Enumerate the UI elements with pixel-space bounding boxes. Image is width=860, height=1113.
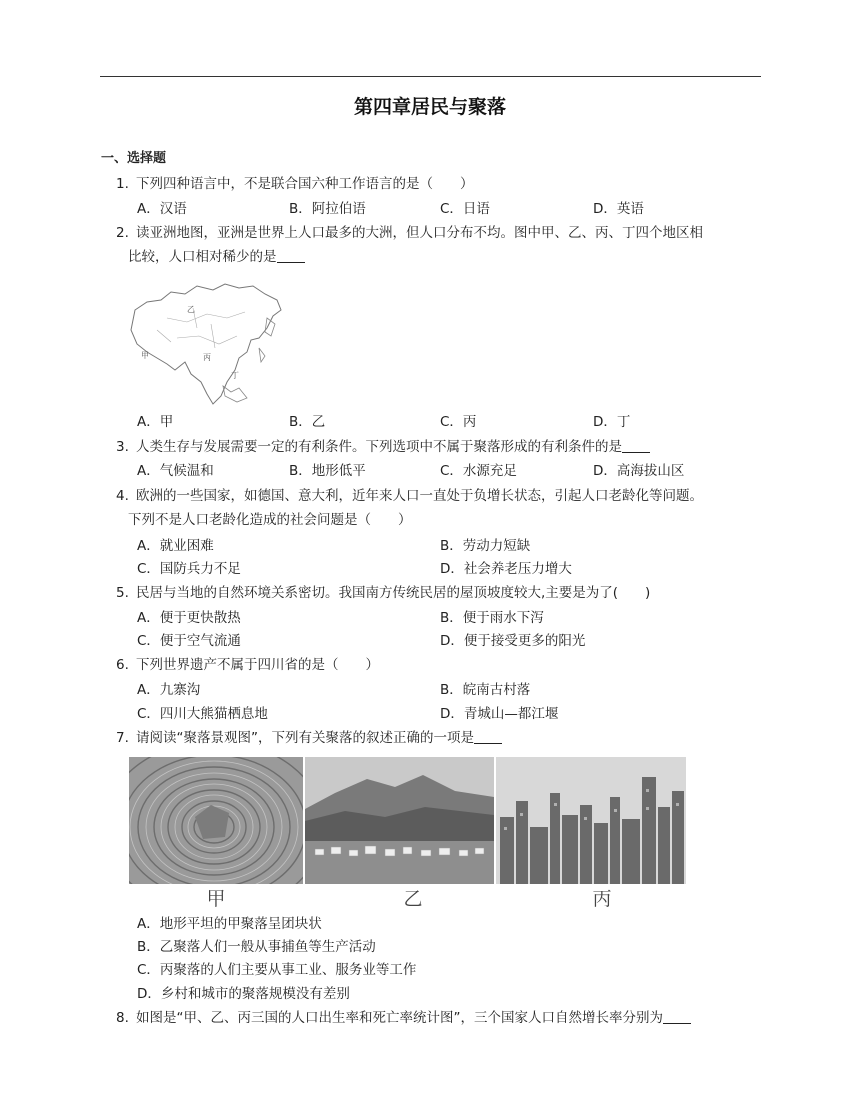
question-6: 6. 下列世界遗产不属于四川省的是（ ） bbox=[116, 657, 379, 673]
question-4-line2: 下列不是人口老龄化造成的社会问题是（ ） bbox=[128, 512, 412, 528]
q1-option-d[interactable]: D．英语 bbox=[593, 201, 644, 217]
q2-option-a[interactable]: A．甲 bbox=[137, 414, 174, 430]
caption-yi: 乙 bbox=[403, 888, 423, 910]
q2-option-b[interactable]: B．乙 bbox=[289, 414, 326, 430]
caption-jia: 甲 bbox=[206, 888, 226, 910]
q4-option-b[interactable]: B．劳动力短缺 bbox=[440, 538, 531, 554]
q1-option-a[interactable]: A．汉语 bbox=[137, 201, 187, 217]
q5-option-b[interactable]: B．便于雨水下泻 bbox=[440, 610, 544, 626]
section-heading: 一、选择题 bbox=[101, 151, 167, 166]
q5-option-a[interactable]: A．便于更快散热 bbox=[137, 610, 241, 626]
map-label-bing: 丙 bbox=[203, 353, 211, 362]
caption-bing: 丙 bbox=[592, 888, 612, 910]
question-2: 2. 读亚洲地图，亚洲是世界上人口最多的大洲，但人口分布不均。图中甲、乙、丙、丁四个地区相 bbox=[116, 225, 703, 241]
question-2-line2: 比较，人口相对稀少的是 bbox=[128, 245, 768, 269]
question-4: 4. 欧洲的一些国家，如德国、意大利，近年来人口一直处于负增长状态，引起人口老龄化等问题。 bbox=[116, 488, 703, 504]
q5-option-d[interactable]: D．便于接受更多的阳光 bbox=[440, 633, 586, 649]
q2-option-d[interactable]: D．丁 bbox=[593, 414, 631, 430]
answer-blank[interactable] bbox=[277, 248, 305, 263]
asia-map bbox=[127, 278, 285, 408]
q7-option-c[interactable]: C．丙聚落的人们主要从事工业、服务业等工作 bbox=[137, 962, 417, 978]
q5-option-c[interactable]: C．便于空气流通 bbox=[137, 633, 241, 649]
question-3: 3. 人类生存与发展需要一定的有利条件。下列选项中不属于聚落形成的有利条件的是 bbox=[116, 435, 766, 459]
q1-option-b[interactable]: B．阿拉伯语 bbox=[289, 201, 366, 217]
q6-option-a[interactable]: A．九寨沟 bbox=[137, 682, 201, 698]
q4-option-c[interactable]: C．国防兵力不足 bbox=[137, 561, 241, 577]
q4-option-d[interactable]: D．社会养老压力增大 bbox=[440, 561, 572, 577]
q3-option-b[interactable]: B．地形低平 bbox=[289, 463, 366, 479]
q3-option-d[interactable]: D．高海拔山区 bbox=[593, 463, 685, 479]
q7-option-a[interactable]: A．地形平坦的甲聚落呈团块状 bbox=[137, 916, 322, 932]
question-8: 8. 如图是“甲、乙、丙三国的人口出生率和死亡率统计图”，三个国家人口自然增长率分别为 bbox=[116, 1006, 766, 1030]
answer-blank[interactable] bbox=[474, 729, 502, 744]
q6-option-d[interactable]: D．青城山—都江堰 bbox=[440, 706, 559, 722]
q2-option-c[interactable]: C．丙 bbox=[440, 414, 477, 430]
q7-option-b[interactable]: B．乙聚落人们一般从事捕鱼等生产活动 bbox=[137, 939, 376, 955]
question-1: 1. 下列四种语言中，不是联合国六种工作语言的是（ ） bbox=[116, 176, 474, 192]
q3-option-c[interactable]: C．水源充足 bbox=[440, 463, 517, 479]
q6-option-c[interactable]: C．四川大熊猫栖息地 bbox=[137, 706, 268, 722]
q3-option-a[interactable]: A．气候温和 bbox=[137, 463, 214, 479]
photo-yurts bbox=[305, 757, 494, 884]
question-7: 7. 请阅读“聚落景观图”，下列有关聚落的叙述正确的一项是 bbox=[116, 726, 766, 750]
question-5: 5. 民居与当地的自然环境关系密切。我国南方传统民居的屋顶坡度较大,主要是为了( ) bbox=[116, 585, 651, 601]
answer-blank[interactable] bbox=[663, 1009, 691, 1024]
q1-option-c[interactable]: C．日语 bbox=[440, 201, 490, 217]
map-label-yi: 乙 bbox=[187, 305, 195, 314]
page-title: 第四章居民与聚落 bbox=[353, 96, 506, 118]
q7-option-d[interactable]: D．乡村和城市的聚落规模没有差别 bbox=[137, 986, 350, 1002]
header-rule bbox=[100, 76, 761, 77]
map-label-jia: 甲 bbox=[141, 351, 149, 360]
answer-blank[interactable] bbox=[622, 438, 650, 453]
q4-option-a[interactable]: A．就业困难 bbox=[137, 538, 214, 554]
q6-option-b[interactable]: B．皖南古村落 bbox=[440, 682, 531, 698]
map-label-ding: 丁 bbox=[231, 371, 239, 380]
photo-city bbox=[496, 757, 686, 884]
photo-terraces bbox=[129, 757, 303, 884]
